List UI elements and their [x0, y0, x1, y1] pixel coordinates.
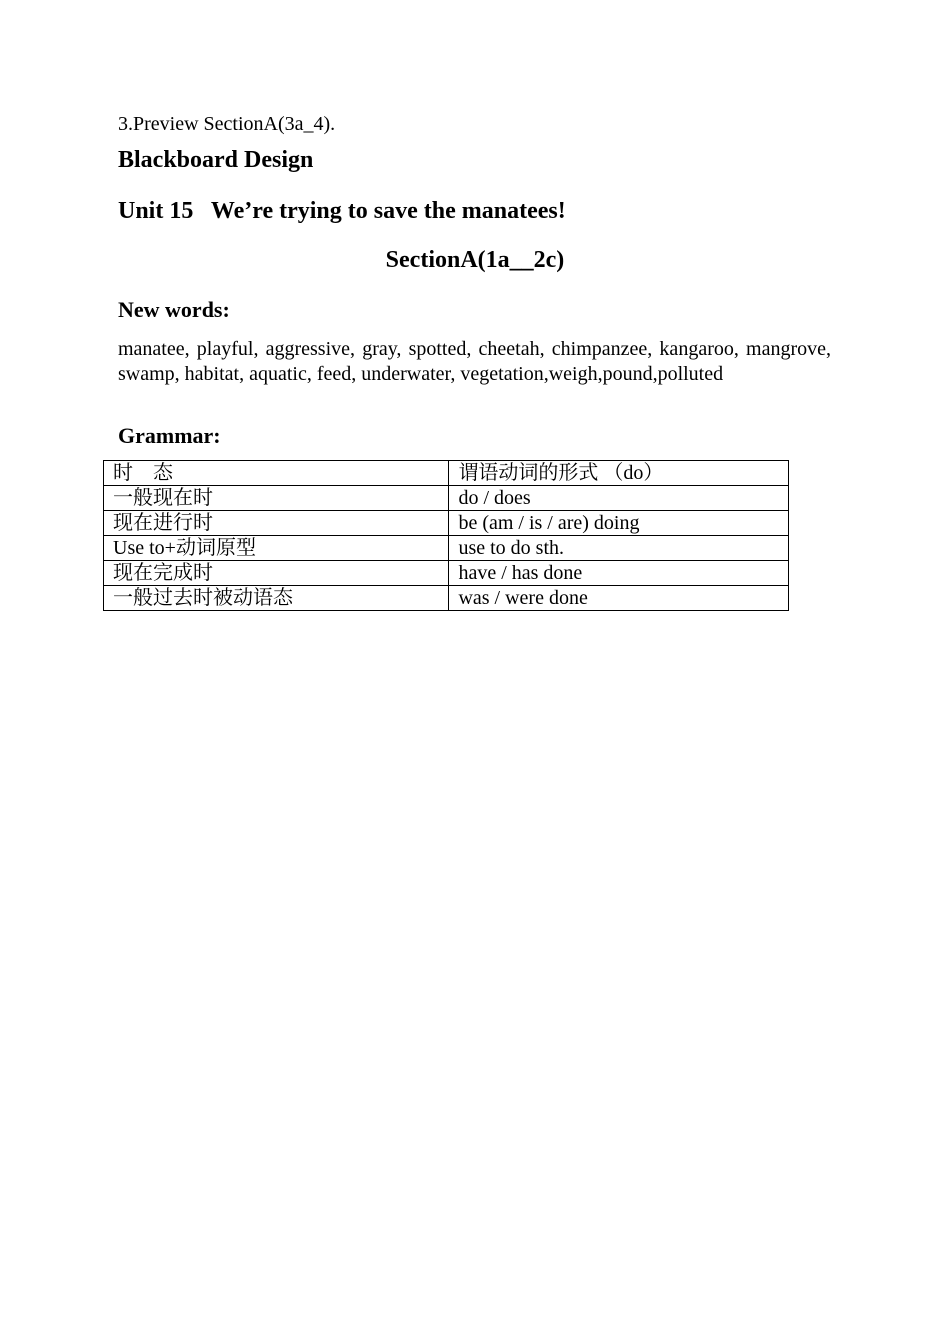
table-row [104, 511, 789, 536]
table-header-row [104, 461, 789, 486]
unit-title: Unit 15 We’re trying to save the manatees! [118, 198, 566, 224]
tense-cell: 现在进行时 [104, 511, 449, 536]
blackboard-design-heading: Blackboard Design [118, 147, 314, 173]
preview-line: 3.Preview SectionA(3a_4). [118, 113, 336, 135]
header-cell-tense: 时 态 [104, 461, 449, 486]
new-words-list: manatee, playful, aggressive, gray, spotted, cheetah, chimpanzee, kangaroo, mangrove, swamp, habitat, aquatic, feed, underwater, vegetation,weigh,pound,polluted [118, 338, 831, 385]
verb-form-cell: was / were done [449, 586, 789, 611]
header-cell-verb-form: 谓语动词的形式 （do） [449, 461, 789, 486]
verb-form-cell: use to do sth. [449, 536, 789, 561]
section-title: SectionA(1a__2c) [385, 247, 565, 273]
table-row [104, 486, 789, 511]
table-row [104, 561, 789, 586]
grammar-heading: Grammar: [118, 423, 221, 448]
tense-cell: 一般过去时被动语态 [104, 586, 449, 611]
tense-cell: 一般现在时 [104, 486, 449, 511]
verb-form-cell: be (am / is / are) doing [449, 511, 789, 536]
tense-cell: 现在完成时 [104, 561, 449, 586]
new-words-heading: New words: [118, 297, 230, 322]
tense-cell: Use to+动词原型 [104, 536, 449, 561]
verb-form-cell: do / does [449, 486, 789, 511]
grammar-table [103, 460, 789, 611]
table-row [104, 536, 789, 561]
verb-form-cell: have / has done [449, 561, 789, 586]
table-row [104, 586, 789, 611]
